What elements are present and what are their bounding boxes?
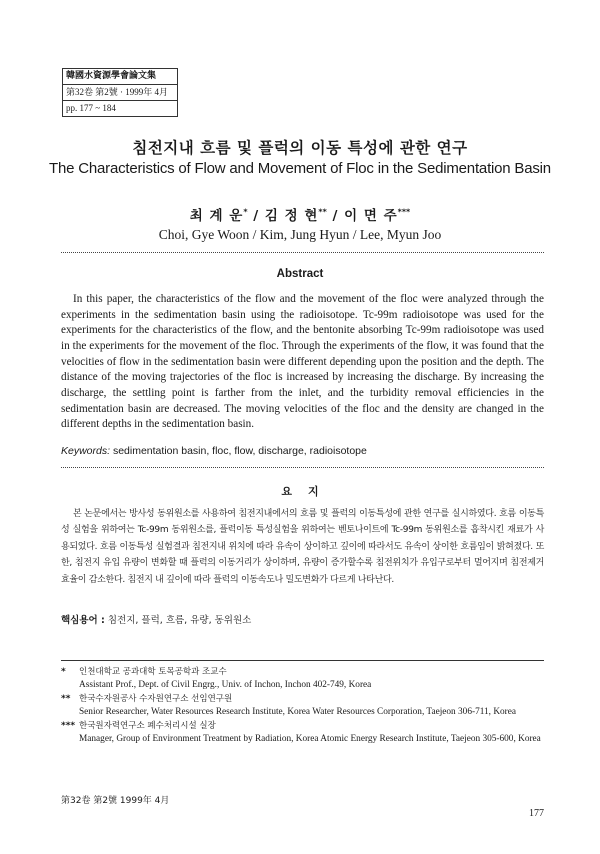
author-3-mark: *** [397,207,411,217]
footnote-mark: ** [61,694,71,704]
footnote-mark: *** [61,721,76,731]
footnote-korean: 한국수자원공사 수자원연구소 선임연구원 [79,694,233,704]
footnote-korean: 인천대학교 공과대학 토목공학과 조교수 [79,667,227,677]
footnote-english: Senior Researcher, Water Resources Research Institute, Korea Water Resources Corporation, Taejeon 306-711, Korea [79,707,517,717]
page-number: 177 [529,808,544,819]
author-separator: / [332,208,339,224]
divider-dotted [61,252,544,253]
author-1-name: 최 계 운 [189,208,244,224]
korean-abstract-text: 본 논문에서는 방사성 동위원소를 사용하여 침전지내에서의 흐름 및 플럭의 이동특성에 관한 연구를 실시하였다. 흐름 이동특성 실험을 위하여는 Tc-99m 동위원소를, 플럭이동 특성실험을 위하여는 벤토나이트에 Tc-99m 동위원소를 흡착시킨 재료가 사용되었다. 흐름 이동특성 실험결과 침전지내 위치에 따라 유속이 상이하고 깊이에 따라서도 유속이 상이한 흐름임이 밝혀졌다. 또한, 침전지 유입 유량이 변화할 때 플럭의 이동거리가 상이하며, 유량이 증가할수록 침전위치가 유입구로부터 멀어지며 침전제거효율이 감소한다. 침전지 내 깊이에 따라 플럭의 이동속도나 밀도변화가 다르게 나타난다. [61,509,544,585]
footnote-item [61,720,544,746]
author-3-name: 이 면 주 [344,208,398,224]
title-english: The Characteristics of Flow and Movement of Floc in the Sedimentation Basin [49,160,551,177]
abstract-body [61,292,544,433]
korean-keywords [61,612,544,626]
footnote-item [61,693,544,719]
footnote-english: Assistant Prof., Dept. of Civil Engrg., Univ. of Inchon, Inchon 402-749, Korea [79,680,372,690]
journal-info-box [62,68,178,117]
korean-abstract-body [61,506,544,588]
footnote-english: Manager, Group of Environment Treatment by Radiation, Korea Atomic Energy Research Institute, Taejeon 305-600, Korea [79,734,541,744]
keywords [61,445,544,457]
footnote-korean: 한국원자력연구소 폐수처리시설 실장 [79,721,216,731]
title-korean: 침전지내 흐름 및 플럭의 이동 특성에 관한 연구 [132,139,468,157]
footnotes [61,666,544,747]
footer-issue: 第32卷 第2號 1999年 4月 [61,796,170,806]
divider-dotted [61,467,544,468]
journal-pages: pp. 177 ~ 184 [66,103,116,113]
korean-abstract-heading: 요지 [281,485,335,498]
journal-volume-issue: 第32卷 第2號 · 1999年 4月 [63,85,177,101]
korean-keywords-text: 침전지, 플럭, 흐름, 유량, 동위원소 [107,615,252,626]
footnote-mark: * [61,667,66,677]
author-separator: / [253,208,260,224]
author-2-mark: ** [318,207,327,217]
authors-english: Choi, Gye Woon / Kim, Jung Hyun / Lee, Myun Joo [158,227,442,242]
authors-korean [0,204,600,224]
footnote-item [61,666,544,692]
abstract-heading: Abstract [276,268,324,280]
korean-keywords-label: 핵심용어 : [61,615,105,626]
keywords-label: Keywords: [61,445,111,457]
author-2-name: 김 정 현 [264,208,319,224]
author-1-mark: * [243,207,248,217]
footnote-divider [61,660,544,661]
abstract-text: In this paper, the characteristics of the flow and the movement of the floc were analyzed through the experiments in the sedimentation basin using the radioisotope. Tc-99m radioisotope was used for the experiments for the characteristics of the flow, and the bentonite absorbing Tc-99m radioisotope was used in the experiments for the movement of the floc. Through the experiments of the flow, it was found that the velocities of flow in the sedimentation basin were different depending upon the position and the depth. The distance of the moving trajectories of the floc is increased by increasing the discharge. By increasing the discharge, the settling point is farther from the inlet, and the turbidity removal efficiencies in the sedimentation basin are decreased. The moving velocities of the floc and the density are changed in the different depths in the sedimentation basin. [61,293,544,431]
keywords-text: sedimentation basin, floc, flow, discharge, radioisotope [112,445,367,457]
journal-name: 韓國水資源學會論文集 [63,69,177,85]
